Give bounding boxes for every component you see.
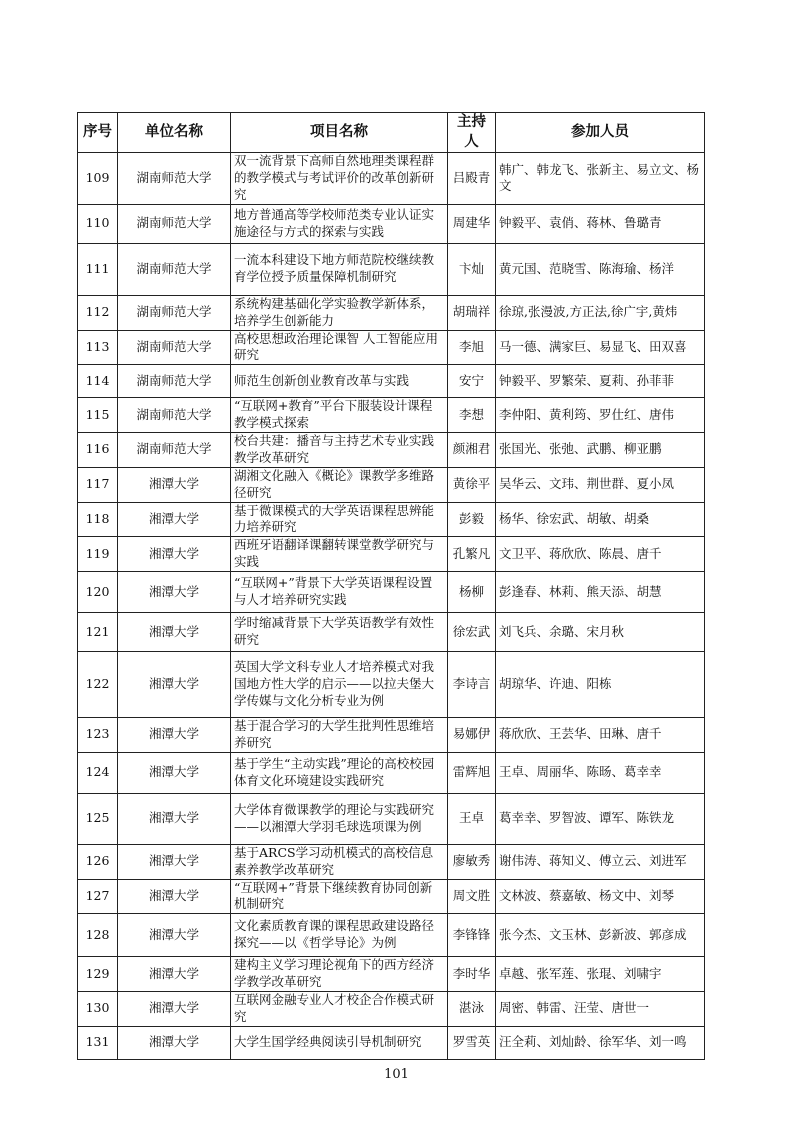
cell-project-name: 大学生国学经典阅读引导机制研究 bbox=[231, 1026, 448, 1059]
cell-unit: 湘潭大学 bbox=[118, 992, 231, 1027]
cell-unit: 湘潭大学 bbox=[118, 613, 231, 652]
cell-members: 杨华、徐宏武、胡敏、胡桑 bbox=[496, 502, 705, 537]
cell-project-name: 校台共建：播音与主持艺术专业实践教学改革研究 bbox=[231, 433, 448, 468]
project-table bbox=[77, 112, 705, 1060]
cell-members: 吴华云、文玮、荆世群、夏小凤 bbox=[496, 467, 705, 502]
header-no: 序号 bbox=[78, 113, 118, 153]
table-row bbox=[78, 844, 705, 879]
cell-no: 115 bbox=[78, 398, 118, 433]
cell-no: 122 bbox=[78, 652, 118, 718]
cell-unit: 湘潭大学 bbox=[118, 467, 231, 502]
cell-host: 罗雪英 bbox=[448, 1026, 496, 1059]
cell-host: 李想 bbox=[448, 398, 496, 433]
table-row bbox=[78, 502, 705, 537]
table-row bbox=[78, 879, 705, 914]
cell-no: 109 bbox=[78, 153, 118, 205]
header-project-name: 项目名称 bbox=[231, 113, 448, 153]
table-row bbox=[78, 992, 705, 1027]
cell-unit: 湖南师范大学 bbox=[118, 398, 231, 433]
cell-no: 118 bbox=[78, 502, 118, 537]
cell-no: 112 bbox=[78, 295, 118, 330]
cell-host: 周文胜 bbox=[448, 879, 496, 914]
cell-no: 114 bbox=[78, 365, 118, 398]
cell-project-name: 师范生创新创业教育改革与实践 bbox=[231, 365, 448, 398]
cell-unit: 湘潭大学 bbox=[118, 652, 231, 718]
header-members: 参加人员 bbox=[496, 113, 705, 153]
cell-host: 李诗言 bbox=[448, 652, 496, 718]
cell-unit: 湖南师范大学 bbox=[118, 433, 231, 468]
cell-members: 蒋欣欣、王芸华、田琳、唐千 bbox=[496, 718, 705, 753]
cell-members: 汪全莉、刘灿龄、徐军华、刘一鸣 bbox=[496, 1026, 705, 1059]
cell-unit: 湘潭大学 bbox=[118, 1026, 231, 1059]
cell-members: 文林波、蔡嘉敏、杨文中、刘琴 bbox=[496, 879, 705, 914]
table-row bbox=[78, 295, 705, 330]
cell-host: 彭毅 bbox=[448, 502, 496, 537]
cell-no: 127 bbox=[78, 879, 118, 914]
page-number: 101 bbox=[384, 1067, 409, 1082]
cell-unit: 湖南师范大学 bbox=[118, 330, 231, 365]
cell-host: 卞灿 bbox=[448, 243, 496, 295]
table-row bbox=[78, 433, 705, 468]
cell-no: 110 bbox=[78, 204, 118, 243]
cell-project-name: 基于ARCS学习动机模式的高校信息素养教学改革研究 bbox=[231, 844, 448, 879]
table-row bbox=[78, 330, 705, 365]
table-row bbox=[78, 204, 705, 243]
cell-members: 李仲阳、黄利筠、罗仕红、唐伟 bbox=[496, 398, 705, 433]
table-row bbox=[78, 537, 705, 572]
cell-unit: 湘潭大学 bbox=[118, 793, 231, 844]
cell-host: 湛泳 bbox=[448, 992, 496, 1027]
cell-project-name: 英国大学文科专业人才培养模式对我国地方性大学的启示——以拉夫堡大学传媒与文化分析专业为例 bbox=[231, 652, 448, 718]
cell-no: 123 bbox=[78, 718, 118, 753]
cell-host: 黄徐平 bbox=[448, 467, 496, 502]
cell-no: 119 bbox=[78, 537, 118, 572]
table-row bbox=[78, 467, 705, 502]
cell-unit: 湘潭大学 bbox=[118, 752, 231, 793]
cell-project-name: 学时缩减背景下大学英语教学有效性研究 bbox=[231, 613, 448, 652]
cell-no: 128 bbox=[78, 914, 118, 957]
cell-no: 116 bbox=[78, 433, 118, 468]
cell-project-name: 基于混合学习的大学生批判性思维培养研究 bbox=[231, 718, 448, 753]
table-header-row bbox=[78, 113, 705, 153]
cell-members: 胡琼华、许迪、阳栋 bbox=[496, 652, 705, 718]
cell-unit: 湘潭大学 bbox=[118, 879, 231, 914]
cell-host: 周建华 bbox=[448, 204, 496, 243]
cell-project-name: “互联网+”背景下大学英语课程设置与人才培养研究实践 bbox=[231, 572, 448, 613]
cell-project-name: 系统构建基础化学实验教学新体系，培养学生创新能力 bbox=[231, 295, 448, 330]
cell-no: 113 bbox=[78, 330, 118, 365]
cell-no: 117 bbox=[78, 467, 118, 502]
cell-members: 刘飞兵、余璐、宋月秋 bbox=[496, 613, 705, 652]
cell-unit: 湘潭大学 bbox=[118, 957, 231, 992]
cell-project-name: “互联网+”背景下继续教育协同创新机制研究 bbox=[231, 879, 448, 914]
cell-no: 126 bbox=[78, 844, 118, 879]
cell-host: 徐宏武 bbox=[448, 613, 496, 652]
cell-no: 125 bbox=[78, 793, 118, 844]
cell-project-name: 建构主义学习理论视角下的西方经济学教学改革研究 bbox=[231, 957, 448, 992]
table-row bbox=[78, 718, 705, 753]
cell-members: 钟毅平、罗繁荣、夏莉、孙菲菲 bbox=[496, 365, 705, 398]
cell-members: 王卓、周丽华、陈旸、葛幸幸 bbox=[496, 752, 705, 793]
cell-host: 安宁 bbox=[448, 365, 496, 398]
table-row bbox=[78, 243, 705, 295]
cell-members: 文卫平、蒋欣欣、陈晨、唐千 bbox=[496, 537, 705, 572]
cell-members: 张国光、张弛、武鹏、柳亚鹏 bbox=[496, 433, 705, 468]
cell-members: 钟毅平、袁俏、蒋林、鲁璐青 bbox=[496, 204, 705, 243]
table-row bbox=[78, 365, 705, 398]
cell-members: 张今杰、文玉林、彭新波、郭彦成 bbox=[496, 914, 705, 957]
table-row bbox=[78, 914, 705, 957]
cell-unit: 湖南师范大学 bbox=[118, 243, 231, 295]
cell-host: 吕殿青 bbox=[448, 153, 496, 205]
cell-project-name: 文化素质教育课的课程思政建设路径探究——以《哲学导论》为例 bbox=[231, 914, 448, 957]
cell-project-name: 双一流背景下高师自然地理类课程群的教学模式与考试评价的改革创新研究 bbox=[231, 153, 448, 205]
cell-project-name: 基于学生“主动实践”理论的高校校园体育文化环境建设实践研究 bbox=[231, 752, 448, 793]
cell-members: 韩广、韩龙飞、张新主、易立文、杨文 bbox=[496, 153, 705, 205]
table-row bbox=[78, 652, 705, 718]
cell-unit: 湘潭大学 bbox=[118, 502, 231, 537]
cell-project-name: 高校思想政治理论课智 人工智能应用研究 bbox=[231, 330, 448, 365]
cell-host: 李时华 bbox=[448, 957, 496, 992]
cell-host: 颜湘君 bbox=[448, 433, 496, 468]
cell-host: 廖敏秀 bbox=[448, 844, 496, 879]
cell-unit: 湘潭大学 bbox=[118, 718, 231, 753]
cell-no: 130 bbox=[78, 992, 118, 1027]
cell-unit: 湖南师范大学 bbox=[118, 365, 231, 398]
cell-no: 120 bbox=[78, 572, 118, 613]
cell-host: 胡瑞祥 bbox=[448, 295, 496, 330]
cell-no: 121 bbox=[78, 613, 118, 652]
cell-host: 易娜伊 bbox=[448, 718, 496, 753]
cell-project-name: 湖湘文化融入《概论》课教学多维路径研究 bbox=[231, 467, 448, 502]
table-row bbox=[78, 1026, 705, 1059]
cell-host: 李旭 bbox=[448, 330, 496, 365]
cell-no: 124 bbox=[78, 752, 118, 793]
cell-project-name: 互联网金融专业人才校企合作模式研究 bbox=[231, 992, 448, 1027]
cell-project-name: 西班牙语翻译课翻转课堂教学研究与实践 bbox=[231, 537, 448, 572]
cell-unit: 湘潭大学 bbox=[118, 572, 231, 613]
cell-host: 王卓 bbox=[448, 793, 496, 844]
cell-host: 杨柳 bbox=[448, 572, 496, 613]
table-row bbox=[78, 613, 705, 652]
header-host: 主持人 bbox=[448, 113, 496, 153]
table-row bbox=[78, 398, 705, 433]
cell-host: 李锋锋 bbox=[448, 914, 496, 957]
cell-members: 彭逢春、林莉、熊天添、胡慧 bbox=[496, 572, 705, 613]
cell-no: 129 bbox=[78, 957, 118, 992]
cell-unit: 湘潭大学 bbox=[118, 844, 231, 879]
table-row bbox=[78, 957, 705, 992]
cell-unit: 湖南师范大学 bbox=[118, 204, 231, 243]
cell-project-name: 地方普通高等学校师范类专业认证实施途径与方式的探索与实践 bbox=[231, 204, 448, 243]
cell-members: 马一德、满家巨、易显飞、田双喜 bbox=[496, 330, 705, 365]
cell-members: 周密、韩雷、汪莹、唐世一 bbox=[496, 992, 705, 1027]
cell-no: 131 bbox=[78, 1026, 118, 1059]
cell-members: 黄元国、范晓雪、陈海瑜、杨洋 bbox=[496, 243, 705, 295]
table-row bbox=[78, 752, 705, 793]
table-row bbox=[78, 572, 705, 613]
cell-unit: 湖南师范大学 bbox=[118, 153, 231, 205]
header-unit: 单位名称 bbox=[118, 113, 231, 153]
cell-project-name: 基于微课模式的大学英语课程思辨能力培养研究 bbox=[231, 502, 448, 537]
cell-members: 卓越、张军莲、张琨、刘啸宇 bbox=[496, 957, 705, 992]
table-row bbox=[78, 793, 705, 844]
cell-members: 徐琼,张漫波,方正法,徐广宇,黄炜 bbox=[496, 295, 705, 330]
cell-members: 谢伟涛、蒋知义、傅立云、刘进军 bbox=[496, 844, 705, 879]
cell-unit: 湖南师范大学 bbox=[118, 295, 231, 330]
cell-host: 雷辉旭 bbox=[448, 752, 496, 793]
cell-host: 孔繁凡 bbox=[448, 537, 496, 572]
table-row bbox=[78, 153, 705, 205]
cell-unit: 湘潭大学 bbox=[118, 914, 231, 957]
cell-unit: 湘潭大学 bbox=[118, 537, 231, 572]
cell-project-name: 大学体育微课教学的理论与实践研究——以湘潭大学羽毛球选项课为例 bbox=[231, 793, 448, 844]
cell-project-name: “互联网+教育”平台下服装设计课程教学模式探索 bbox=[231, 398, 448, 433]
cell-no: 111 bbox=[78, 243, 118, 295]
cell-members: 葛幸幸、罗智波、谭军、陈铁龙 bbox=[496, 793, 705, 844]
cell-project-name: 一流本科建设下地方师范院校继续教育学位授予质量保障机制研究 bbox=[231, 243, 448, 295]
